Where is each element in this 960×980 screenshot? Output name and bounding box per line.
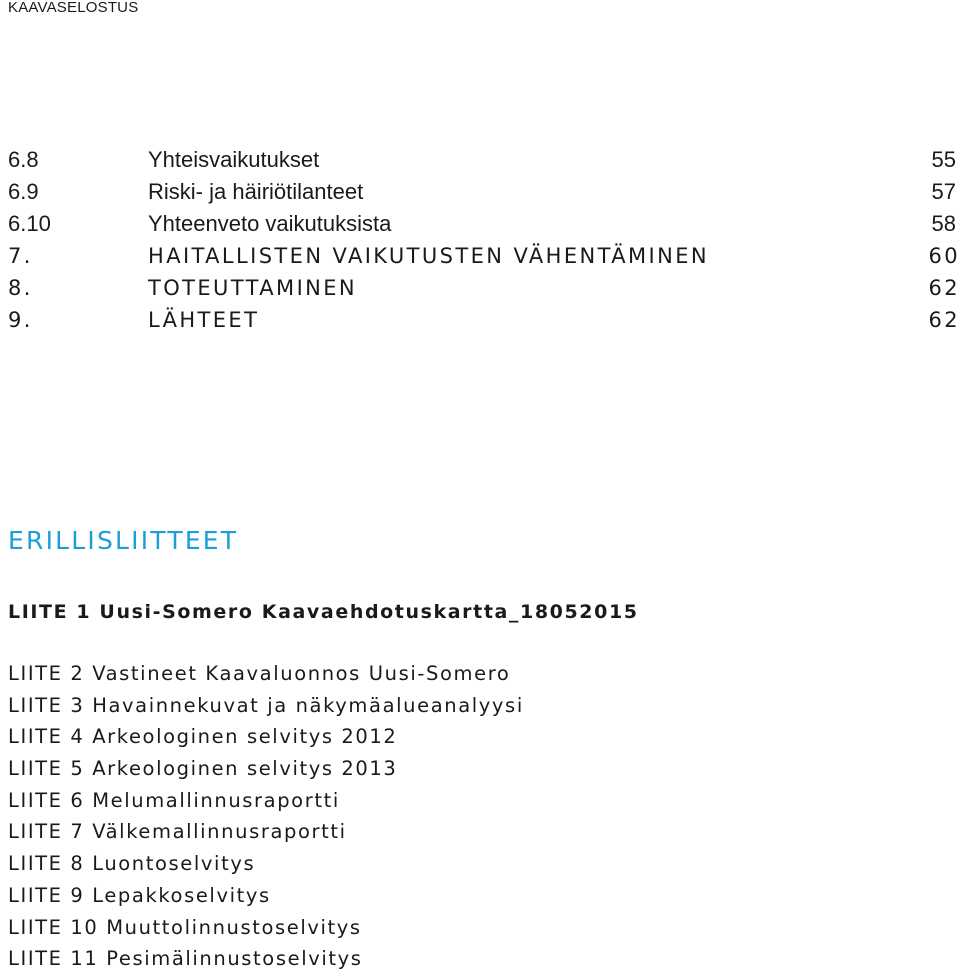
toc-row-6-9[interactable] (8, 176, 960, 208)
toc-title: HAITALLISTEN VAIKUTUSTEN VÄHENTÄMINEN (148, 244, 710, 268)
attachment-item-5: LIITE 5 Arkeologinen selvitys 2013 (8, 757, 398, 781)
attachment-item-9: LIITE 9 Lepakkoselvitys (8, 883, 271, 907)
attachment-item-1: LIITE 1 Uusi-Somero Kaavaehdotuskartta_18052015 (8, 601, 639, 623)
toc-row-8[interactable] (8, 272, 960, 304)
toc-row-7[interactable] (8, 240, 960, 272)
toc-row-6-10[interactable] (8, 208, 960, 240)
attachment-item-8: LIITE 8 Luontoselvitys (8, 852, 256, 876)
toc-number: 9. (8, 308, 33, 332)
toc-title: TOTEUTTAMINEN (148, 276, 358, 300)
toc-title: LÄHTEET (148, 308, 260, 332)
toc-row-6-8[interactable] (8, 144, 960, 176)
toc-number: 6.9 (8, 179, 39, 204)
toc-title: Riski- ja häiriötilanteet (148, 179, 364, 204)
toc-page-number: 57 (931, 179, 956, 204)
attachment-item-6: LIITE 6 Melumallinnusraportti (8, 788, 340, 812)
attachment-item-3: LIITE 3 Havainnekuvat ja näkymäalueanalyysi (8, 693, 524, 717)
toc-page-number: 62 (928, 276, 960, 300)
toc-title: Yhteenveto vaikutuksista (148, 211, 392, 236)
toc-number: 6.10 (8, 211, 51, 236)
attachment-item-10: LIITE 10 Muuttolinnustoselvitys (8, 915, 362, 939)
toc-number: 8. (8, 276, 33, 300)
attachment-item-11: LIITE 11 Pesimälinnustoselvitys (8, 947, 363, 971)
document-header: KAAVASELOSTUS (8, 0, 139, 16)
toc-page-number: 60 (928, 244, 960, 268)
attachments-heading: ERILLISLIITTEET (8, 526, 239, 555)
toc-title: Yhteisvaikutukset (148, 147, 320, 172)
toc-page-number: 62 (928, 308, 960, 332)
attachments-list (8, 596, 639, 975)
toc-page-number: 58 (931, 211, 956, 236)
toc-row-9[interactable] (8, 304, 960, 336)
toc-number: 7. (8, 244, 33, 268)
attachment-item-2: LIITE 2 Vastineet Kaavaluonnos Uusi-Somero (8, 662, 511, 685)
table-of-contents (8, 144, 960, 336)
attachment-item-7: LIITE 7 Välkemallinnusraportti (8, 820, 347, 844)
toc-page-number: 55 (931, 147, 956, 172)
attachment-item-4: LIITE 4 Arkeologinen selvitys 2012 (8, 725, 398, 749)
toc-number: 6.8 (8, 147, 39, 172)
